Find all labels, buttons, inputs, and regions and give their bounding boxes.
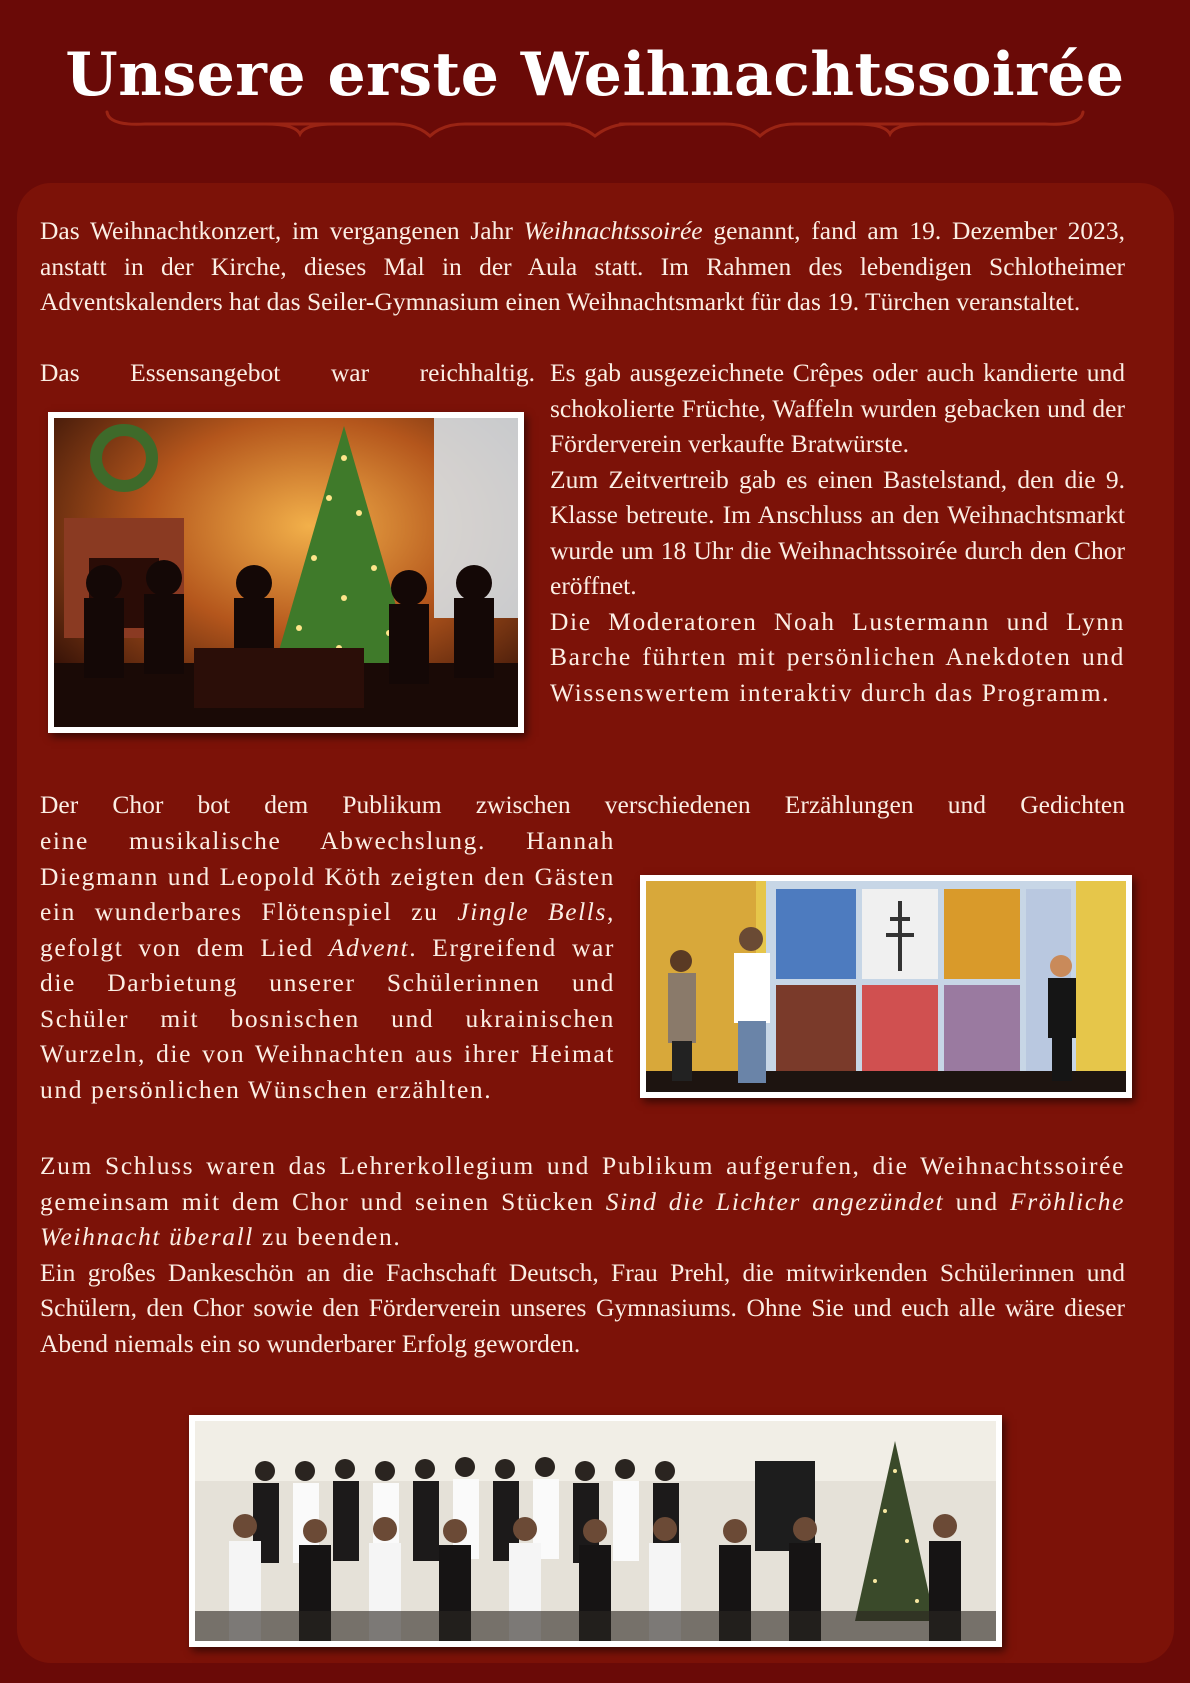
song-jingle-bells: Jingle Bells: [457, 897, 608, 926]
title-flourish-ornament: [105, 108, 1085, 142]
closing-text-and: und: [944, 1186, 1011, 1216]
choir-text-2: , gefolgt von dem Lied: [40, 897, 615, 962]
photo-stage-christmas-tree: [48, 412, 524, 733]
crafts-paragraph: Zum Zeitvertreib gab es einen Bastelstand, den die 9. Klasse betreute. Im Anschluss an den Weihnachtsmarkt wurde um 18 Uhr die Weihnachtssoirée durch den Chor eröffnet.: [550, 464, 1125, 600]
choir-paragraph: [40, 823, 615, 1107]
song-sind-die-lichter: Sind die Lichter angezündet: [605, 1186, 945, 1216]
moderators-paragraph: Die Moderatoren Noah Lustermann und Lynn Barche führten mit persönlichen Anekdoten und Wissenswertem interaktiv durch das Programm.: [550, 606, 1125, 707]
intro-paragraph: [40, 213, 1125, 320]
food-lead-text: Das Essensangebot war reichhaltig.: [40, 358, 535, 387]
photo-choir-group: [189, 1415, 1002, 1647]
presentation-scene-image: [646, 881, 1126, 1092]
choir-first-line: Der Chor bot dem Publikum zwischen verschiedenen Erzählungen und Gedichten: [40, 790, 1125, 819]
right-column-text: [550, 355, 1125, 710]
choir-text-3: . Ergreifend war die Darbietung unserer Schülerinnen und Schüler mit bosnischen und ukrainischen Wurzeln, die von Weihnachten aus ihrer Heimat und persönlichen Wünschen erzählten.: [40, 932, 616, 1104]
song-advent: Advent: [328, 932, 410, 962]
intro-text: Das Weihnachtkonzert, im vergangenen Jahr: [40, 216, 524, 245]
choir-group-image: [195, 1421, 996, 1641]
food-paragraph: Es gab ausgezeichnete Crêpes oder auch kandierte und schokolierte Früchte, Waffeln wurden gebacken und der Förderverein verkaufte Bratwürste.: [550, 358, 1125, 458]
closing-paragraph: [40, 1148, 1125, 1361]
thanks-paragraph: Ein großes Dankeschön an die Fachschaft Deutsch, Frau Prehl, die mitwirkenden Schülerinnen und Schülern, den Chor sowie den Förderverein unseres Gymnasiums. Ohne Sie und euch alle wäre dieser Abend niemals ein so wunderbarer Erfolg geworden.: [40, 1257, 1125, 1358]
closing-text-end: zu beenden.: [253, 1222, 402, 1251]
closing-text: Zum Schluss waren das Lehrerkollegium und Publikum aufgerufen, die Weihnachtssoirée gemeinsam mit dem Chor und seinen Stücken: [40, 1151, 1125, 1216]
choir-text: eine musikalische Abwechslung. Hannah Diegmann und Leopold Köth zeigten den Gästen ein wunderbares Flötenspiel zu: [40, 826, 615, 926]
song-froehliche-weihnacht: Fröhliche Weihnacht überall: [40, 1186, 1126, 1251]
food-paragraph-lead: [40, 355, 535, 391]
intro-emphasis: Weihnachtssoirée: [523, 216, 703, 245]
photo-stage-presentation: [640, 875, 1132, 1098]
choir-paragraph-first-line: [40, 787, 1125, 823]
page-title: Unsere erste Weihnachtssoirée: [65, 40, 1125, 110]
stage-scene-image: [54, 418, 518, 727]
intro-text-rest: genannt, fand am 19. Dezember 2023, anstatt in der Kirche, dieses Mal in der Aula statt. Im Rahmen des lebendigen Schlotheimer Adventskalenders hat das Seiler-Gymnasium einen Weihnachtsmarkt für das 19. Türchen veranstaltet.: [40, 216, 1125, 316]
